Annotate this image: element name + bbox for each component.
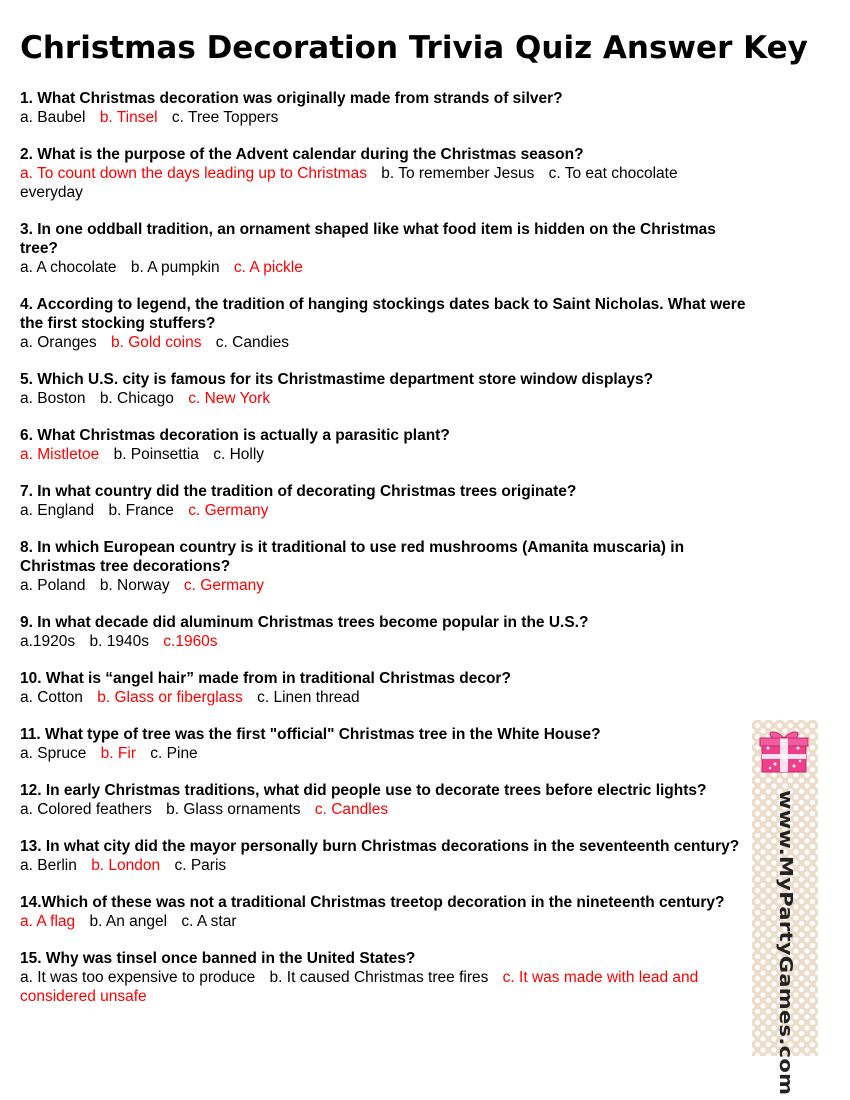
question-item bbox=[20, 893, 750, 931]
correct-answer-option: b. Tinsel bbox=[99, 109, 158, 126]
correct-answer-option: a. Mistletoe bbox=[20, 446, 100, 463]
question-item bbox=[20, 538, 750, 595]
question-text: 9. In what decade did aluminum Christmas trees become popular in the U.S.? bbox=[20, 614, 589, 631]
correct-answer-option: a. A flag bbox=[20, 913, 76, 930]
answer-option: a. Baubel bbox=[20, 109, 86, 126]
correct-answer-option: c. Germany bbox=[183, 577, 265, 594]
answer-option: c. A star bbox=[181, 913, 237, 930]
question-item bbox=[20, 949, 750, 1006]
answer-options bbox=[20, 501, 750, 520]
correct-answer-option: b. London bbox=[91, 857, 161, 874]
question-text: 3. In one oddball tradition, an ornament shaped like what food item is hidden on the Christmas tree? bbox=[20, 221, 716, 257]
question-text: 4. According to legend, the tradition of hanging stockings dates back to Saint Nicholas. What were the first stocking stuffers? bbox=[20, 296, 746, 332]
correct-answer-option: c. Germany bbox=[188, 502, 269, 519]
answer-option: c. Pine bbox=[150, 745, 198, 762]
answer-options bbox=[20, 912, 750, 931]
question-text: 13. In what city did the mayor personally burn Christmas decorations in the seventeenth century? bbox=[20, 838, 740, 855]
answer-option: a.1920s bbox=[20, 633, 76, 650]
answer-option: a. Berlin bbox=[20, 857, 77, 874]
answer-option: a. England bbox=[20, 502, 95, 519]
question-item bbox=[20, 482, 750, 520]
question-text: 12. In early Christmas traditions, what did people use to decorate trees before electric lights? bbox=[20, 782, 707, 799]
answer-option: a. Oranges bbox=[20, 334, 97, 351]
answer-options bbox=[20, 688, 750, 707]
question-item bbox=[20, 89, 750, 127]
question-text: 14.Which of these was not a traditional Christmas treetop decoration in the nineteenth century? bbox=[20, 894, 725, 911]
page-title: Christmas Decoration Trivia Quiz Answer Key bbox=[20, 30, 808, 66]
answer-option: c. Candies bbox=[215, 334, 290, 351]
answer-option: b. An angel bbox=[89, 913, 168, 930]
correct-answer-option: c. New York bbox=[188, 390, 271, 407]
question-text: 5. Which U.S. city is famous for its Christmastime department store window displays? bbox=[20, 371, 654, 388]
answer-option: b. France bbox=[108, 502, 174, 519]
answer-option: b. Norway bbox=[99, 577, 170, 594]
answer-option: a. Cotton bbox=[20, 689, 83, 706]
answer-option: c. To eat chocolate everyday bbox=[20, 165, 678, 201]
answer-options bbox=[20, 258, 750, 277]
question-text: 2. What is the purpose of the Advent calendar during the Christmas season? bbox=[20, 146, 584, 163]
question-item bbox=[20, 669, 750, 707]
answer-options bbox=[20, 968, 750, 1006]
question-item bbox=[20, 725, 750, 763]
correct-answer-option: c. Candles bbox=[314, 801, 389, 818]
question-item bbox=[20, 295, 750, 352]
answer-options bbox=[20, 389, 750, 408]
answer-options bbox=[20, 632, 750, 651]
answer-options bbox=[20, 445, 750, 464]
answer-options bbox=[20, 800, 750, 819]
answer-options bbox=[20, 164, 750, 202]
question-item bbox=[20, 426, 750, 464]
answer-option: a. A chocolate bbox=[20, 259, 117, 276]
question-text: 11. What type of tree was the first "official" Christmas tree in the White House? bbox=[20, 726, 601, 743]
question-item bbox=[20, 781, 750, 819]
question-text: 1. What Christmas decoration was originally made from strands of silver? bbox=[20, 90, 563, 107]
answer-option: b. A pumpkin bbox=[130, 259, 220, 276]
answer-option: a. Poland bbox=[20, 577, 86, 594]
answer-options bbox=[20, 856, 750, 875]
answer-option: a. Boston bbox=[20, 390, 86, 407]
answer-options bbox=[20, 108, 750, 127]
answer-option: c. Paris bbox=[174, 857, 227, 874]
question-text: 8. In which European country is it traditional to use red mushrooms (Amanita muscaria) in Christmas tree decorations? bbox=[20, 539, 685, 575]
answer-option: a. It was too expensive to produce bbox=[20, 969, 256, 986]
answer-options bbox=[20, 744, 750, 763]
answer-options bbox=[20, 333, 750, 352]
question-item bbox=[20, 613, 750, 651]
question-text: 7. In what country did the tradition of decorating Christmas trees originate? bbox=[20, 483, 577, 500]
answer-option: b. Glass ornaments bbox=[166, 801, 301, 818]
answer-option: a. Spruce bbox=[20, 745, 87, 762]
answer-option: a. Colored feathers bbox=[20, 801, 152, 818]
answer-options bbox=[20, 576, 750, 595]
answer-option: b. Chicago bbox=[99, 390, 174, 407]
question-item bbox=[20, 370, 750, 408]
question-item bbox=[20, 145, 750, 202]
question-text: 15. Why was tinsel once banned in the United States? bbox=[20, 950, 416, 967]
answer-option: b. Poinsettia bbox=[113, 446, 199, 463]
correct-answer-option: c. It was made with lead and considered unsafe bbox=[20, 969, 699, 1005]
question-item bbox=[20, 837, 750, 875]
site-url: www.MyPartyGames.com bbox=[775, 790, 797, 1096]
correct-answer-option: c.1960s bbox=[163, 633, 218, 650]
answer-option: b. To remember Jesus bbox=[381, 165, 535, 182]
correct-answer-option: a. To count down the days leading up to Christmas bbox=[20, 165, 367, 182]
question-text: 6. What Christmas decoration is actually a parasitic plant? bbox=[20, 427, 450, 444]
answer-option: b. 1940s bbox=[89, 633, 149, 650]
question-text: 10. What is “angel hair” made from in traditional Christmas decor? bbox=[20, 670, 511, 687]
correct-answer-option: b. Glass or fiberglass bbox=[97, 689, 243, 706]
answer-option: c. Linen thread bbox=[257, 689, 360, 706]
correct-answer-option: b. Fir bbox=[100, 745, 136, 762]
answer-option: c. Tree Toppers bbox=[171, 109, 279, 126]
gift-icon bbox=[758, 728, 810, 774]
question-item bbox=[20, 220, 750, 277]
correct-answer-option: c. A pickle bbox=[233, 259, 303, 276]
correct-answer-option: b. Gold coins bbox=[111, 334, 202, 351]
answer-option: c. Holly bbox=[213, 446, 265, 463]
question-list bbox=[20, 89, 750, 1024]
answer-option: b. It caused Christmas tree fires bbox=[269, 969, 489, 986]
